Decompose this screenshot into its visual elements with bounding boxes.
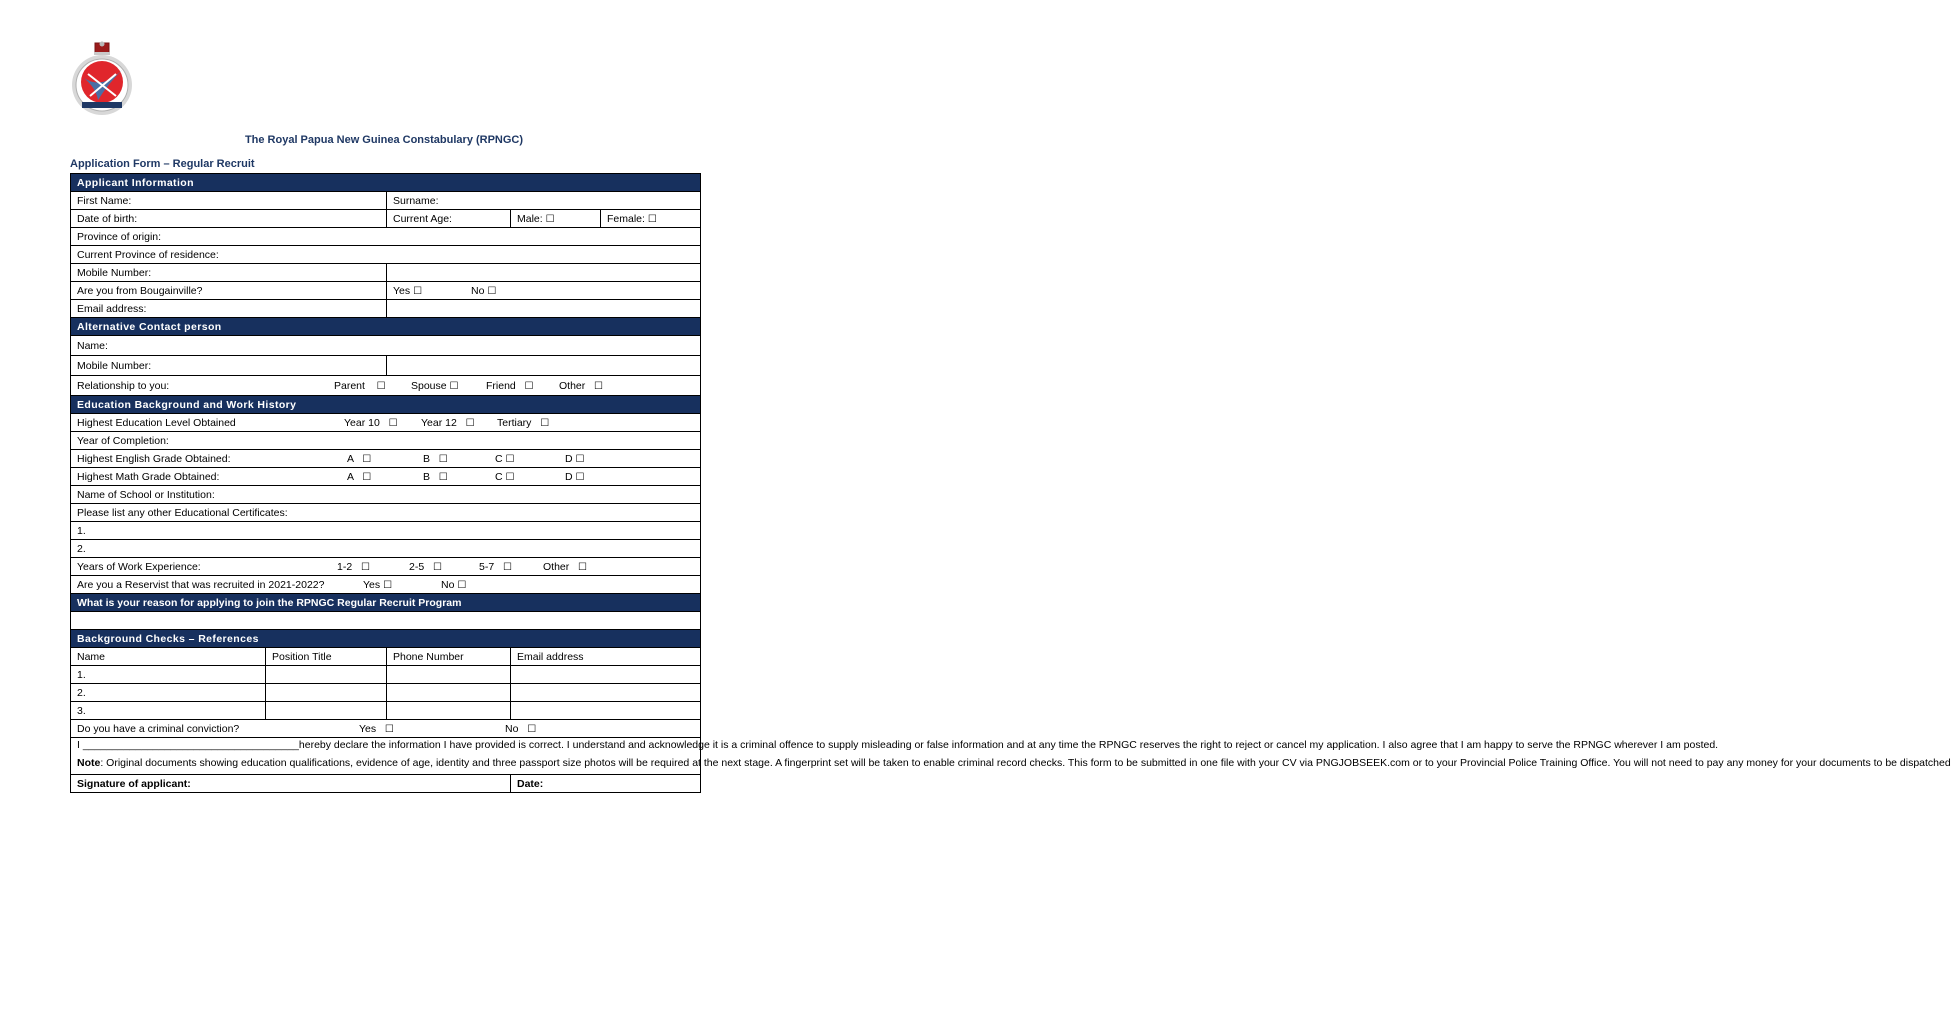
relationship-row (71, 376, 701, 396)
current-age-field[interactable]: Current Age: (387, 210, 511, 228)
certificate-line-1[interactable]: 1. (71, 522, 701, 540)
reservist-no-checkbox[interactable]: No ☐ (441, 578, 467, 591)
math-d-checkbox[interactable]: D ☐ (565, 470, 585, 483)
section-reason-heading: What is your reason for applying to join the RPNGC Regular Recruit Program (71, 594, 701, 612)
bougainville-no-checkbox[interactable]: No ☐ (471, 284, 497, 297)
year-completion-field[interactable]: Year of Completion: (71, 432, 701, 450)
dob-field[interactable]: Date of birth: (71, 210, 387, 228)
education-level-row (71, 414, 701, 432)
first-name-field[interactable]: First Name: (71, 192, 387, 210)
section-applicant-heading: Applicant Information (71, 174, 701, 192)
bougainville-label: Are you from Bougainville? (71, 282, 387, 300)
female-checkbox[interactable]: Female: ☐ (601, 210, 701, 228)
ref-col-position: Position Title (266, 648, 387, 666)
date-field[interactable]: Date: (511, 775, 701, 793)
exp-5-7-checkbox[interactable]: 5-7 ☐ (479, 560, 512, 573)
reason-textarea[interactable] (71, 612, 701, 630)
relationship-label: Relationship to you: (77, 379, 170, 392)
level-tertiary-checkbox[interactable]: Tertiary ☐ (497, 416, 550, 429)
english-c-checkbox[interactable]: C ☐ (495, 452, 515, 465)
province-residence-field[interactable]: Current Province of residence: (71, 246, 701, 264)
ref-row-1-name[interactable]: 1. (71, 666, 266, 684)
criminal-no-checkbox[interactable]: No ☐ (505, 722, 537, 735)
certificate-line-2[interactable]: 2. (71, 540, 701, 558)
level-year10-checkbox[interactable]: Year 10 ☐ (344, 416, 398, 429)
school-field[interactable]: Name of School or Institution: (71, 486, 701, 504)
reservist-row (71, 576, 701, 594)
section-alt-contact-heading: Alternative Contact person (71, 318, 701, 336)
province-origin-field[interactable]: Province of origin: (71, 228, 701, 246)
declaration-block (71, 738, 1951, 775)
english-grade-row (71, 450, 701, 468)
declaration-note: Note: Original documents showing education qualifications, evidence of age, identity and three passport size photos will be required at the next stage. A fingerprint set will be taken to enable criminal record checks. This form to be submitted in one file with your CV via PNGJOBSEEK.com or to your Provincial Police Training Office. You will not need to pay any money for your documents to be dispatched (77, 757, 1951, 769)
mobile-input[interactable] (387, 264, 701, 282)
ref-row-2-email[interactable] (511, 684, 701, 702)
ref-col-name: Name (71, 648, 266, 666)
math-grade-row (71, 468, 701, 486)
alt-mobile-label: Mobile Number: (71, 356, 387, 376)
english-b-checkbox[interactable]: B ☐ (423, 452, 448, 465)
reservist-label: Are you a Reservist that was recruited in 2021-2022? (77, 578, 325, 591)
section-education-heading: Education Background and Work History (71, 396, 701, 414)
exp-other-checkbox[interactable]: Other ☐ (543, 560, 587, 573)
ref-row-1-phone[interactable] (387, 666, 511, 684)
relationship-friend-checkbox[interactable]: Friend ☐ (486, 379, 534, 392)
application-form (70, 173, 1951, 793)
email-label: Email address: (71, 300, 387, 318)
relationship-parent-checkbox[interactable]: Parent ☐ (334, 379, 386, 392)
alt-name-field[interactable]: Name: (71, 336, 701, 356)
email-input[interactable] (387, 300, 701, 318)
criminal-row (71, 720, 701, 738)
ref-row-3-name[interactable]: 3. (71, 702, 266, 720)
mobile-label: Mobile Number: (71, 264, 387, 282)
experience-row (71, 558, 701, 576)
male-checkbox[interactable]: Male: ☐ (511, 210, 601, 228)
level-year12-checkbox[interactable]: Year 12 ☐ (421, 416, 475, 429)
math-c-checkbox[interactable]: C ☐ (495, 470, 515, 483)
rpngc-crest-logo (68, 40, 136, 120)
english-d-checkbox[interactable]: D ☐ (565, 452, 585, 465)
exp-1-2-checkbox[interactable]: 1-2 ☐ (337, 560, 370, 573)
certificates-label: Please list any other Educational Certificates: (71, 504, 701, 522)
english-grade-label: Highest English Grade Obtained: (77, 452, 231, 465)
declaration-text: I _____________________________________hereby declare the information I have provided is correct. I understand and acknowledge it is a criminal offence to supply misleading or false information and at any time the RPNGC reserves the right to reject or cancel my application. I also agree that I am happy to serve the RPNGC wherever I am posted. (77, 739, 1719, 751)
math-grade-label: Highest Math Grade Obtained: (77, 470, 220, 483)
ref-row-2-position[interactable] (266, 684, 387, 702)
bougainville-options (387, 282, 701, 300)
english-a-checkbox[interactable]: A ☐ (347, 452, 372, 465)
ref-col-email: Email address (511, 648, 701, 666)
math-a-checkbox[interactable]: A ☐ (347, 470, 372, 483)
relationship-spouse-checkbox[interactable]: Spouse ☐ (411, 379, 459, 392)
education-level-label: Highest Education Level Obtained (77, 416, 236, 429)
page-title: The Royal Papua New Guinea Constabulary (RPNGC) (244, 134, 524, 146)
relationship-other-checkbox[interactable]: Other ☐ (559, 379, 603, 392)
experience-label: Years of Work Experience: (77, 560, 201, 573)
ref-row-3-phone[interactable] (387, 702, 511, 720)
exp-2-5-checkbox[interactable]: 2-5 ☐ (409, 560, 442, 573)
alt-mobile-input[interactable] (387, 356, 701, 376)
ref-col-phone: Phone Number (387, 648, 511, 666)
surname-field[interactable]: Surname: (387, 192, 701, 210)
criminal-yes-checkbox[interactable]: Yes ☐ (359, 722, 394, 735)
ref-row-1-email[interactable] (511, 666, 701, 684)
section-references-heading: Background Checks – References (71, 630, 701, 648)
bougainville-yes-checkbox[interactable]: Yes ☐ (393, 284, 423, 297)
ref-row-3-email[interactable] (511, 702, 701, 720)
ref-row-3-position[interactable] (266, 702, 387, 720)
math-b-checkbox[interactable]: B ☐ (423, 470, 448, 483)
form-subtitle: Application Form – Regular Recruit (70, 158, 255, 170)
signature-field[interactable]: Signature of applicant: (71, 775, 511, 793)
ref-row-2-name[interactable]: 2. (71, 684, 266, 702)
ref-row-2-phone[interactable] (387, 684, 511, 702)
reservist-yes-checkbox[interactable]: Yes ☐ (363, 578, 393, 591)
criminal-label: Do you have a criminal conviction? (77, 722, 240, 735)
ref-row-1-position[interactable] (266, 666, 387, 684)
